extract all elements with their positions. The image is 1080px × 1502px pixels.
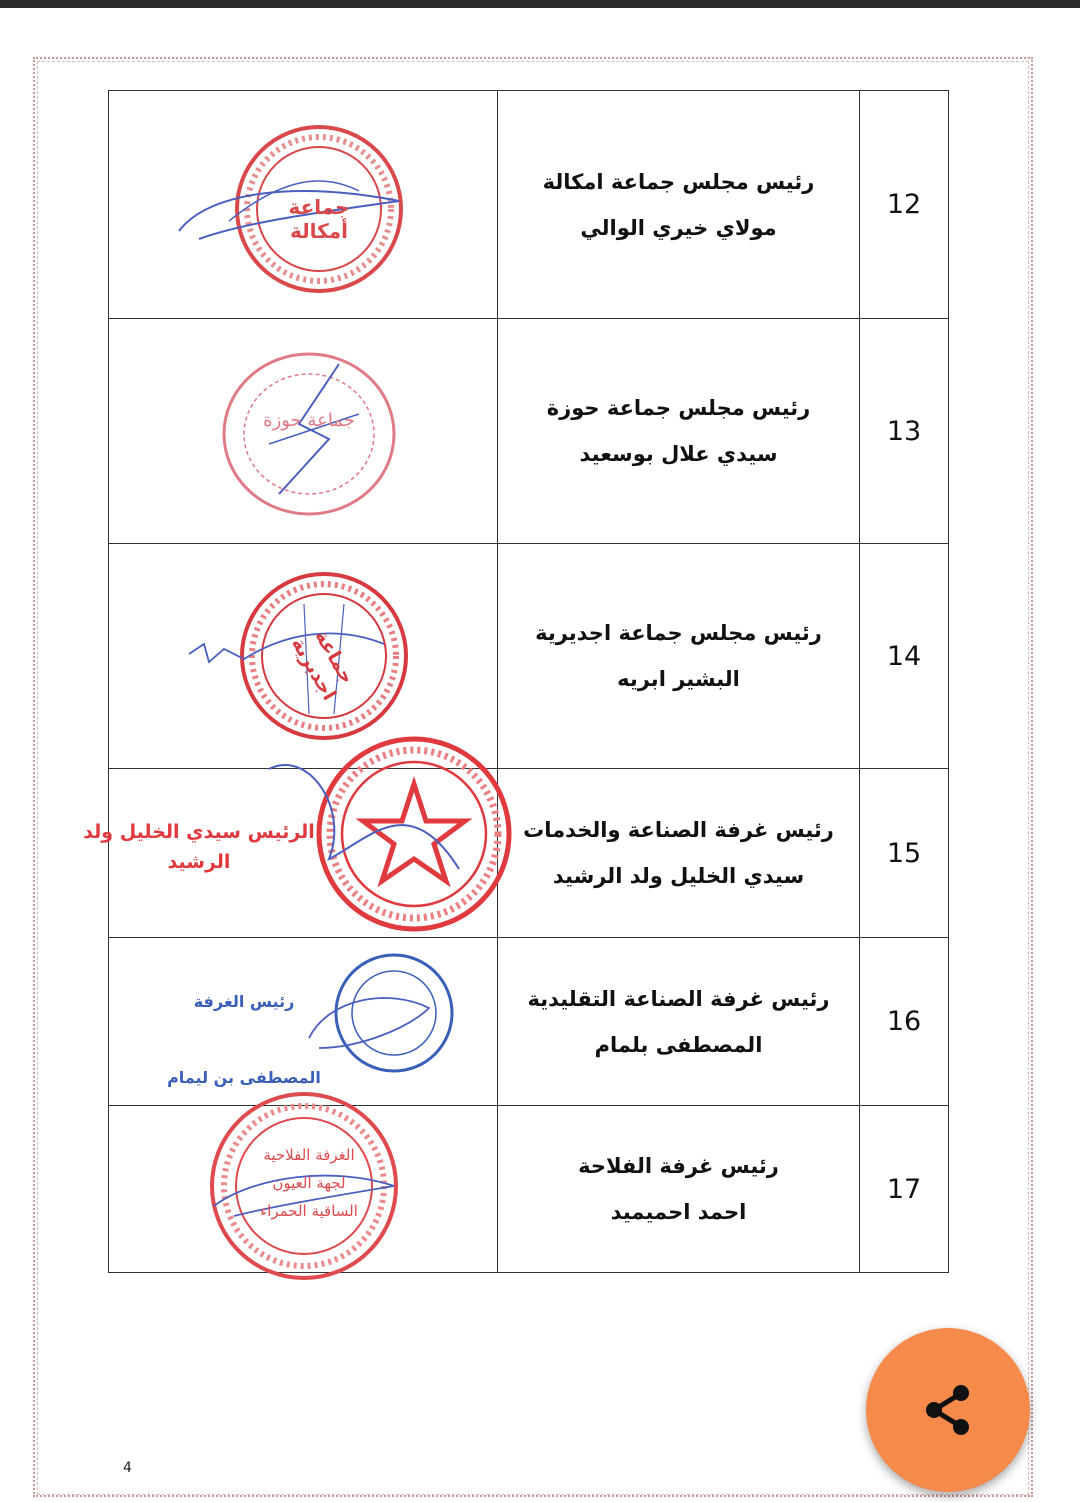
row-number: 16 [860, 938, 949, 1106]
stamp-text: جماعة أمكالة [288, 195, 350, 243]
row-number: 14 [860, 544, 949, 769]
position-title: رئيس مجلس جماعة حوزة [546, 396, 811, 420]
position-title: رئيس مجلس جماعة اجديرية [535, 621, 822, 645]
row-number: 13 [860, 319, 949, 544]
table-row [109, 319, 949, 544]
top-bar [0, 0, 1080, 8]
table-row [109, 769, 949, 938]
seal-cell [109, 319, 498, 544]
position-title: رئيس غرفة الصناعة التقليدية [527, 986, 830, 1011]
table-row [109, 1106, 949, 1273]
stamp-text: الرئيس سيدي الخليل ولد الرشيد [83, 821, 315, 873]
share-button[interactable] [866, 1328, 1030, 1492]
stamp-seal [309, 948, 454, 1088]
stamp-text: رئيس الغرفة المصطفى بن ليمام [167, 992, 321, 1087]
person-name: المصطفى بلمام [594, 1032, 763, 1057]
person-name: مولاي خيري الوالي [580, 215, 777, 240]
seal-cell [109, 938, 498, 1106]
stamp-text: جماعة اجديرية [286, 626, 359, 705]
table-row [109, 938, 949, 1106]
stamp-text: الغرفة الفلاحية لجهة العيون الساقية الحمراء [260, 1146, 358, 1220]
row-number: 17 [860, 1106, 949, 1273]
page-number: 4 [123, 1460, 132, 1476]
person-name: سيدي الخليل ولد الرشيد [552, 864, 805, 888]
stamp-text: جماعة حوزة [263, 410, 355, 431]
table-row [109, 544, 949, 769]
seal-cell [83, 769, 498, 938]
person-name: البشير ابريه [617, 667, 740, 691]
title-cell [498, 1106, 860, 1273]
title-cell [498, 544, 860, 769]
title-cell [498, 769, 860, 938]
row-number: 15 [860, 769, 949, 938]
position-title: رئيس غرفة الفلاحة [578, 1154, 779, 1178]
person-name: احمد احميميد [610, 1200, 747, 1224]
stamp-seal [209, 344, 409, 524]
table-row [109, 91, 949, 319]
title-cell [498, 938, 860, 1106]
title-cell [498, 91, 860, 319]
position-title: رئيس غرفة الصناعة والخدمات [523, 818, 834, 842]
row-number: 12 [860, 91, 949, 319]
share-icon [918, 1380, 978, 1440]
title-cell [498, 319, 860, 544]
seal-cell [109, 1106, 498, 1273]
position-title: رئيس مجلس جماعة امكالة [542, 169, 815, 194]
person-name: سيدي علال بوسعيد [579, 442, 778, 466]
seal-cell [109, 91, 498, 319]
signature-table [83, 90, 949, 1273]
